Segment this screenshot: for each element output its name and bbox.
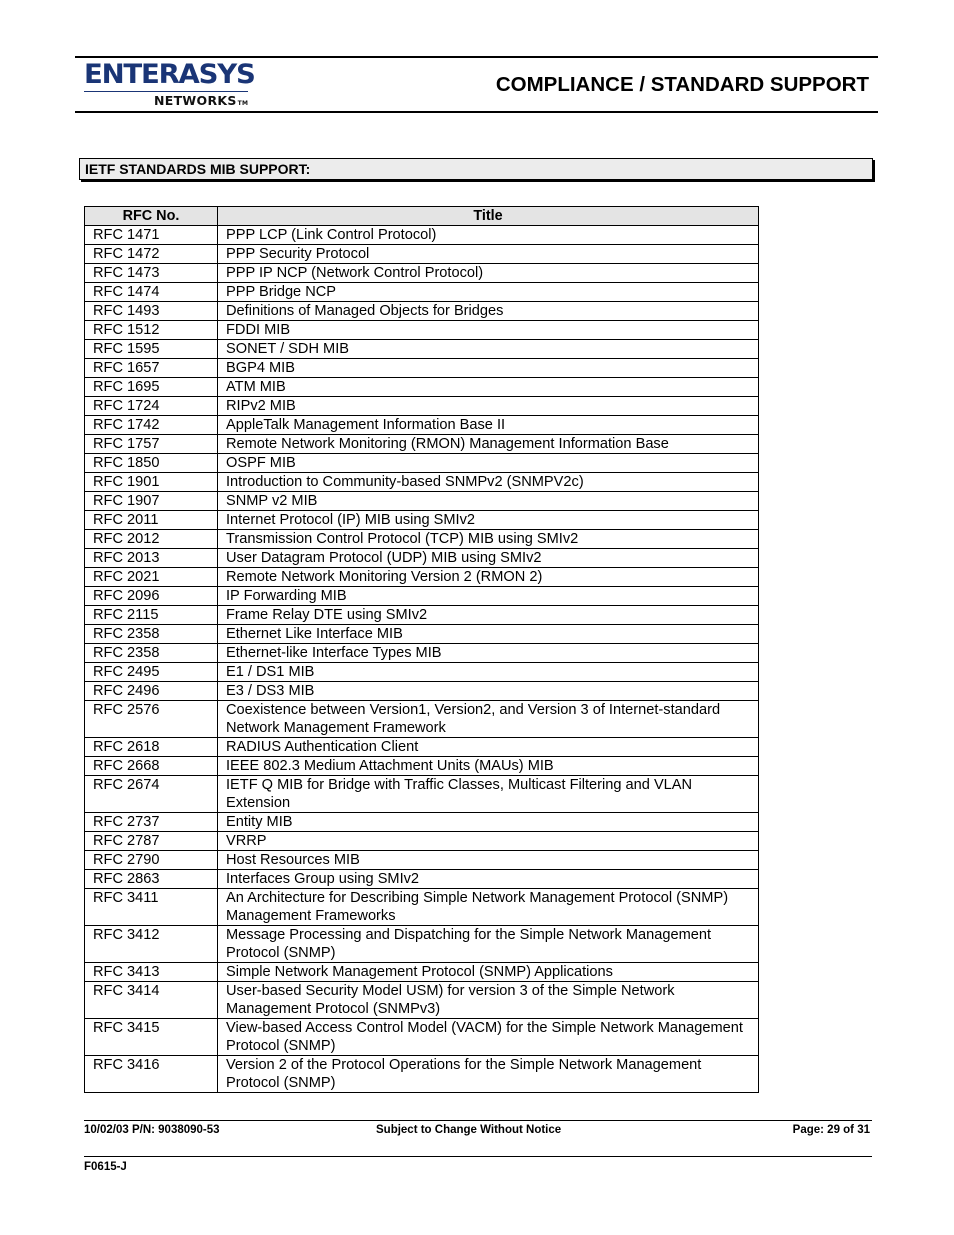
table-row <box>85 757 759 776</box>
rfc-number-cell: RFC 1473 <box>85 264 218 283</box>
rfc-number-cell: RFC 2012 <box>85 530 218 549</box>
enterasys-logo <box>84 60 264 112</box>
table-row <box>85 889 759 926</box>
logo-wordmark: ENTERASYS <box>84 59 255 90</box>
rfc-number-cell: RFC 1595 <box>85 340 218 359</box>
rfc-title-cell: Interfaces Group using SMIv2 <box>218 870 759 889</box>
rfc-title-cell: E3 / DS3 MIB <box>218 682 759 701</box>
rfc-number-cell: RFC 3413 <box>85 963 218 982</box>
table-row <box>85 302 759 321</box>
rfc-number-cell: RFC 2618 <box>85 738 218 757</box>
table-row <box>85 832 759 851</box>
rfc-title-cell: PPP Security Protocol <box>218 245 759 264</box>
rfc-number-cell: RFC 2496 <box>85 682 218 701</box>
table-row <box>85 435 759 454</box>
rfc-title-cell: Internet Protocol (IP) MIB using SMIv2 <box>218 511 759 530</box>
rfc-number-cell: RFC 2358 <box>85 644 218 663</box>
rfc-number-cell: RFC 1724 <box>85 397 218 416</box>
rfc-title-cell: Entity MIB <box>218 813 759 832</box>
rfc-number-cell: RFC 3411 <box>85 889 218 926</box>
rfc-number-cell: RFC 1757 <box>85 435 218 454</box>
logo-subtitle-text: NETWORKS <box>154 93 237 108</box>
rfc-number-cell: RFC 2737 <box>85 813 218 832</box>
rfc-title-cell: Definitions of Managed Objects for Bridges <box>218 302 759 321</box>
rfc-title-cell: An Architecture for Describing Simple Network Management Protocol (SNMP) Management Frameworks <box>218 889 759 926</box>
rfc-title-cell: RADIUS Authentication Client <box>218 738 759 757</box>
table-row <box>85 321 759 340</box>
rfc-number-cell: RFC 2358 <box>85 625 218 644</box>
rfc-number-cell: RFC 1471 <box>85 226 218 245</box>
rfc-number-cell: RFC 2011 <box>85 511 218 530</box>
rfc-number-cell: RFC 2096 <box>85 587 218 606</box>
table-row <box>85 663 759 682</box>
rfc-title-cell: AppleTalk Management Information Base II <box>218 416 759 435</box>
rfc-title-cell: Introduction to Community-based SNMPv2 (SNMPV2c) <box>218 473 759 492</box>
table-row <box>85 511 759 530</box>
table-row <box>85 245 759 264</box>
rfc-title-cell: PPP Bridge NCP <box>218 283 759 302</box>
rfc-title-cell: Remote Network Monitoring Version 2 (RMON 2) <box>218 568 759 587</box>
form-id: F0615-J <box>84 1161 127 1173</box>
footer-date-part-number: 10/02/03 P/N: 9038090-53 <box>84 1124 220 1136</box>
table-row <box>85 416 759 435</box>
rfc-title-cell: PPP IP NCP (Network Control Protocol) <box>218 264 759 283</box>
rfc-title-cell: User-based Security Model USM) for version 3 of the Simple Network Management Protocol (SNMPv3) <box>218 982 759 1019</box>
rfc-number-cell: RFC 2115 <box>85 606 218 625</box>
rfc-title-cell: RIPv2 MIB <box>218 397 759 416</box>
rfc-number-cell: RFC 1742 <box>85 416 218 435</box>
footer-page-number: Page: 29 of 31 <box>792 1124 870 1136</box>
rfc-title-cell: Transmission Control Protocol (TCP) MIB using SMIv2 <box>218 530 759 549</box>
footer-top-rule <box>84 1120 872 1121</box>
column-header-title: Title <box>218 207 759 226</box>
table-row <box>85 851 759 870</box>
rfc-title-cell: SONET / SDH MIB <box>218 340 759 359</box>
rfc-title-cell: Ethernet-like Interface Types MIB <box>218 644 759 663</box>
table-row <box>85 738 759 757</box>
table-row <box>85 568 759 587</box>
rfc-title-cell: User Datagram Protocol (UDP) MIB using SMIv2 <box>218 549 759 568</box>
rfc-title-cell: OSPF MIB <box>218 454 759 473</box>
rfc-title-cell: Version 2 of the Protocol Operations for the Simple Network Management Protocol (SNMP) <box>218 1056 759 1093</box>
section-heading-box <box>79 158 873 180</box>
table-header-row <box>85 207 759 226</box>
rfc-title-cell: IETF Q MIB for Bridge with Traffic Classes, Multicast Filtering and VLAN Extension <box>218 776 759 813</box>
rfc-title-cell: ATM MIB <box>218 378 759 397</box>
logo-subtitle <box>154 93 248 112</box>
rfc-title-cell: FDDI MIB <box>218 321 759 340</box>
footer-notice: Subject to Change Without Notice <box>376 1124 562 1136</box>
table-row <box>85 926 759 963</box>
logo-rule <box>84 91 248 92</box>
rfc-number-cell: RFC 1850 <box>85 454 218 473</box>
rfc-number-cell: RFC 2668 <box>85 757 218 776</box>
logo-trademark: TM <box>237 100 249 107</box>
table-row <box>85 1056 759 1093</box>
rfc-number-cell: RFC 1512 <box>85 321 218 340</box>
table-row <box>85 587 759 606</box>
table-row <box>85 340 759 359</box>
table-row <box>85 397 759 416</box>
rfc-title-cell: Frame Relay DTE using SMIv2 <box>218 606 759 625</box>
rfc-number-cell: RFC 1657 <box>85 359 218 378</box>
rfc-table <box>84 206 759 1093</box>
section-heading: IETF STANDARDS MIB SUPPORT: <box>85 161 311 177</box>
rfc-number-cell: RFC 2863 <box>85 870 218 889</box>
rfc-number-cell: RFC 1907 <box>85 492 218 511</box>
table-row <box>85 530 759 549</box>
rfc-title-cell: Ethernet Like Interface MIB <box>218 625 759 644</box>
rfc-number-cell: RFC 2021 <box>85 568 218 587</box>
rfc-title-cell: BGP4 MIB <box>218 359 759 378</box>
header-bottom-rule <box>75 111 878 113</box>
rfc-number-cell: RFC 2787 <box>85 832 218 851</box>
rfc-number-cell: RFC 2576 <box>85 701 218 738</box>
table-row <box>85 644 759 663</box>
table-row <box>85 982 759 1019</box>
rfc-number-cell: RFC 3415 <box>85 1019 218 1056</box>
header-top-rule <box>75 56 878 58</box>
rfc-title-cell: Remote Network Monitoring (RMON) Management Information Base <box>218 435 759 454</box>
rfc-title-cell: Host Resources MIB <box>218 851 759 870</box>
rfc-title-cell: Message Processing and Dispatching for the Simple Network Management Protocol (SNMP) <box>218 926 759 963</box>
rfc-title-cell: IEEE 802.3 Medium Attachment Units (MAUs) MIB <box>218 757 759 776</box>
table-row <box>85 813 759 832</box>
table-row <box>85 870 759 889</box>
table-row <box>85 606 759 625</box>
rfc-number-cell: RFC 2790 <box>85 851 218 870</box>
table-row <box>85 454 759 473</box>
table-row <box>85 625 759 644</box>
footer-bottom-rule <box>84 1156 872 1157</box>
rfc-number-cell: RFC 2495 <box>85 663 218 682</box>
rfc-number-cell: RFC 3414 <box>85 982 218 1019</box>
rfc-number-cell: RFC 1493 <box>85 302 218 321</box>
table-row <box>85 1019 759 1056</box>
rfc-title-cell: View-based Access Control Model (VACM) for the Simple Network Management Protocol (SNMP) <box>218 1019 759 1056</box>
rfc-number-cell: RFC 2013 <box>85 549 218 568</box>
table-row <box>85 682 759 701</box>
rfc-number-cell: RFC 1695 <box>85 378 218 397</box>
table-row <box>85 701 759 738</box>
table-row <box>85 492 759 511</box>
rfc-title-cell: E1 / DS1 MIB <box>218 663 759 682</box>
table-row <box>85 226 759 245</box>
table-row <box>85 264 759 283</box>
rfc-number-cell: RFC 2674 <box>85 776 218 813</box>
table-row <box>85 473 759 492</box>
rfc-title-cell: PPP LCP (Link Control Protocol) <box>218 226 759 245</box>
table-row <box>85 963 759 982</box>
rfc-title-cell: IP Forwarding MIB <box>218 587 759 606</box>
rfc-number-cell: RFC 3412 <box>85 926 218 963</box>
table-row <box>85 283 759 302</box>
page-title: COMPLIANCE / STANDARD SUPPORT <box>495 73 869 96</box>
rfc-table-body <box>85 226 759 1093</box>
rfc-number-cell: RFC 3416 <box>85 1056 218 1093</box>
rfc-title-cell: SNMP v2 MIB <box>218 492 759 511</box>
table-row <box>85 359 759 378</box>
table-row <box>85 776 759 813</box>
table-row <box>85 549 759 568</box>
rfc-title-cell: Coexistence between Version1, Version2, and Version 3 of Internet-standard Network Management Framework <box>218 701 759 738</box>
column-header-rfc-no: RFC No. <box>85 207 218 226</box>
table-row <box>85 378 759 397</box>
rfc-title-cell: VRRP <box>218 832 759 851</box>
rfc-number-cell: RFC 1472 <box>85 245 218 264</box>
rfc-title-cell: Simple Network Management Protocol (SNMP) Applications <box>218 963 759 982</box>
rfc-number-cell: RFC 1901 <box>85 473 218 492</box>
rfc-number-cell: RFC 1474 <box>85 283 218 302</box>
